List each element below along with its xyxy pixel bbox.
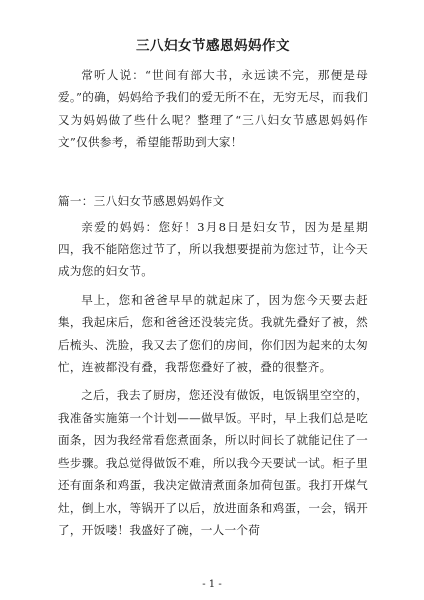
- page-number: - 1 -: [202, 579, 222, 590]
- body-paragraph-2: 早上，您和爸爸早早的就起床了，因为您今天要去赶集，我起床后，您和爸爸还没装完货。我就先叠好了被，然后梳头、洗脸，我又去了您们的房间，你们因为起来的太匆忙，连被都没有叠，我帮您叠好了被，叠的很整齐。: [58, 292, 368, 375]
- body-paragraph-3: 之后，我去了厨房，您还没有做饭，电饭锅里空空的，我准备实施第一个计划——做早饭。平时，早上我们总是吃面条，因为我经常看您煮面条，所以时间长了就能记住了一些步骤。我总觉得做饭不难，所以我今天要试一试。柜子里还有面条和鸡蛋，我决定做清煮面条加荷包蛋。我打开煤气灶，倒上水，等锅开了以后，放进面条和鸡蛋，一会，锅开了，开饭喽！我盛好了碗，一人一个荷: [58, 388, 368, 537]
- intro-paragraph: 常听人说：“世间有部大书，永远读不完，那便是母爱。”的确，妈妈给予我们的爱无所不在，无穷无尽，而我们又为妈妈做了些什么呢？整理了“三八妇女节感恩妈妈作文”仅供参考，希望能帮助到大家！: [58, 68, 368, 150]
- body-paragraph-1: 亲爱的妈妈：您好！3月8日是妇女节，因为是星期四，我不能陪您过节了，所以我想要提前为您过节，让今天成为您的妇女节。: [58, 219, 368, 279]
- section-heading: 篇一：三八妇女节感恩妈妈作文: [58, 193, 225, 208]
- document-title: 三八妇女节感恩妈妈作文: [136, 38, 290, 54]
